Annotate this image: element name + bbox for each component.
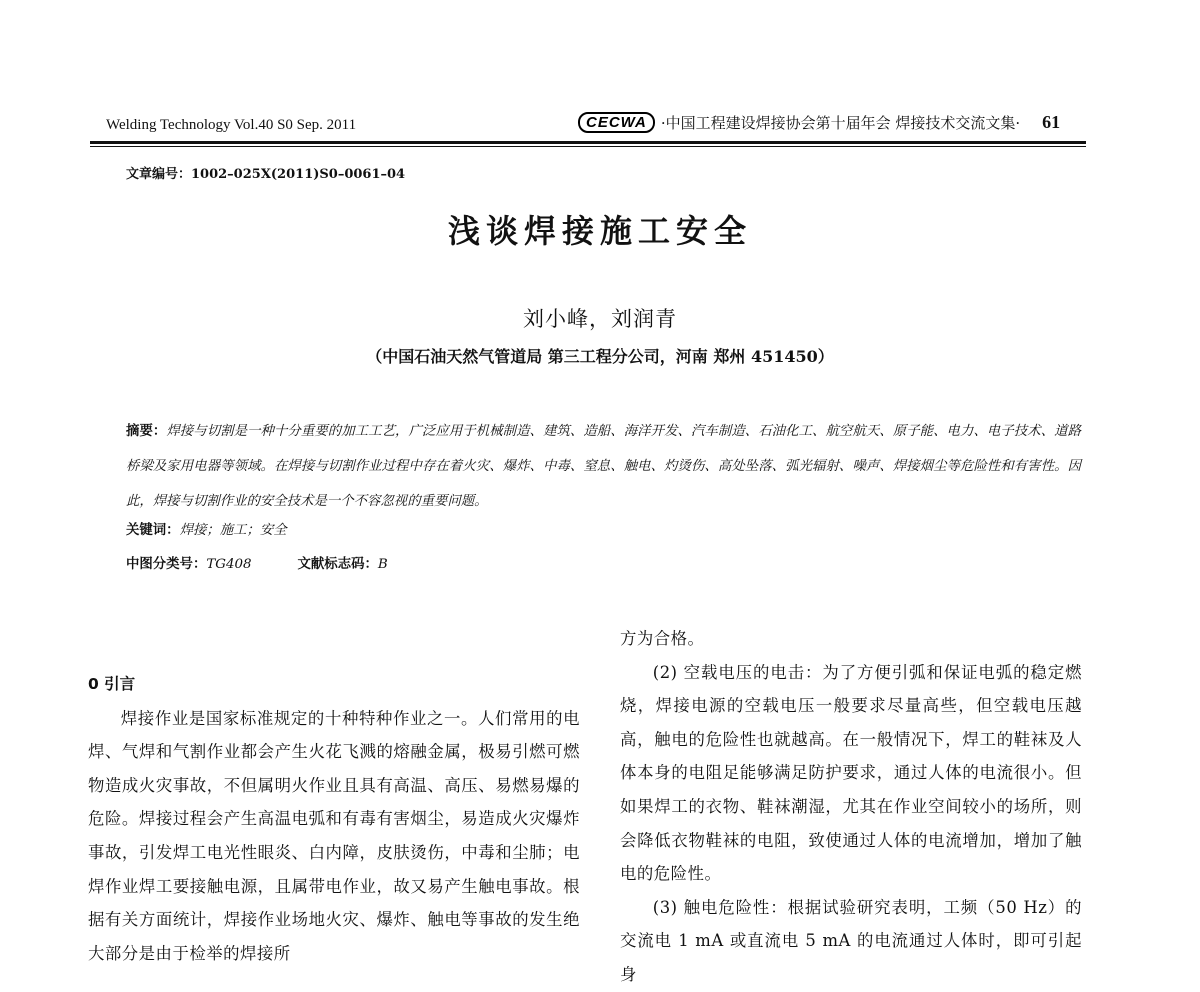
keywords-text: 焊接；施工；安全 [179,523,287,538]
left-column [88,668,580,970]
doc-code-label: 文献标志码： [297,556,378,572]
article-number: 文章编号：1002–025X(2011)S0–0061–04 [126,167,406,182]
conference-title: ·中国工程建设焊接协会第十届年会 焊接技术交流文集· [660,114,1021,132]
affiliation: （中国石油天然气管道局 第三工程分公司，河南 郑州 451450） [366,347,834,366]
continuation-text: 方为合格。 [620,629,705,648]
journal-header: Welding Technology Vol.40 S0 Sep. 2011 [106,117,357,133]
doc-code-value: B [377,557,388,572]
abstract [126,414,1081,519]
abstract-label: 摘要： [126,423,167,439]
clc-value: TG408 [206,557,252,572]
abstract-text: 焊接与切割是一种十分重要的加工工艺，广泛应用于机械制造、建筑、造船、海洋开发、汽车制造、石油化工、航空航天、原子能、电力、电子技术、道路桥梁及家用电器等领域。在焊接与切割作业过程中存在着火灾、爆炸、中毒、窒息、触电、灼烫伤、高处坠落、弧光辐射、噪声、焊接烟尘等危险性和有害性。因此，焊接与切割作业的安全技术是一个不容忽视的重要问题。 [126,424,1081,509]
clc-label: 中图分类号： [126,556,207,572]
authors: 刘小峰，刘润青 [523,307,677,331]
header-rule-thick [90,141,1086,144]
conference-header [578,112,1060,133]
keywords-label: 关键词： [126,522,180,538]
keywords [126,519,287,538]
section-heading-introduction: 0 引言 [88,675,136,693]
page-number: 61 [1042,112,1061,132]
right-column [620,622,1082,992]
header-rule-thin [90,146,1086,147]
cecwa-logo: CECWA [578,112,655,133]
intro-paragraph: 焊接作业是国家标准规定的十种特种作业之一。人们常用的电焊、气焊和气割作业都会产生火花飞溅的熔融金属，极易引燃可燃物造成火灾事故，不但属明火作业且具有高温、高压、易燃易爆的危险。焊接过程会产生高温电弧和有毒有害烟尘，易造成火灾爆炸事故，引发焊工电光性眼炎、白内障，皮肤烫伤，中毒和尘肺；电焊作业焊工要接触电源，且属带电作业，故又易产生触电事故。根据有关方面统计，焊接作业场地火灾、爆炸、触电等事故的发生绝大部分是由于检举的焊接所 [88,708,580,963]
paper-title: 浅谈焊接施工安全 [447,212,752,250]
paragraph-no-load-voltage: (2) 空载电压的电击：为了方便引弧和保证电弧的稳定燃烧，焊接电源的空载电压一般要求尽量高些，但空载电压越高，触电的危险性也就越高。在一般情况下，焊工的鞋袜及人体本身的电阻足能够满足防护要求，通过人体的电流很小。但如果焊工的衣物、鞋袜潮湿，尤其在作业空间较小的场所，则会降低衣物鞋袜的电阻，致使通过人体的电流增加，增加了触电的危险性。 [620,662,1082,884]
paragraph-shock-hazard: (3) 触电危险性：根据试验研究表明，工频（50 Hz）的交流电 1 mA 或直流电 5 mA 的电流通过人体时，即可引起身 [620,897,1082,984]
classification [126,553,388,572]
